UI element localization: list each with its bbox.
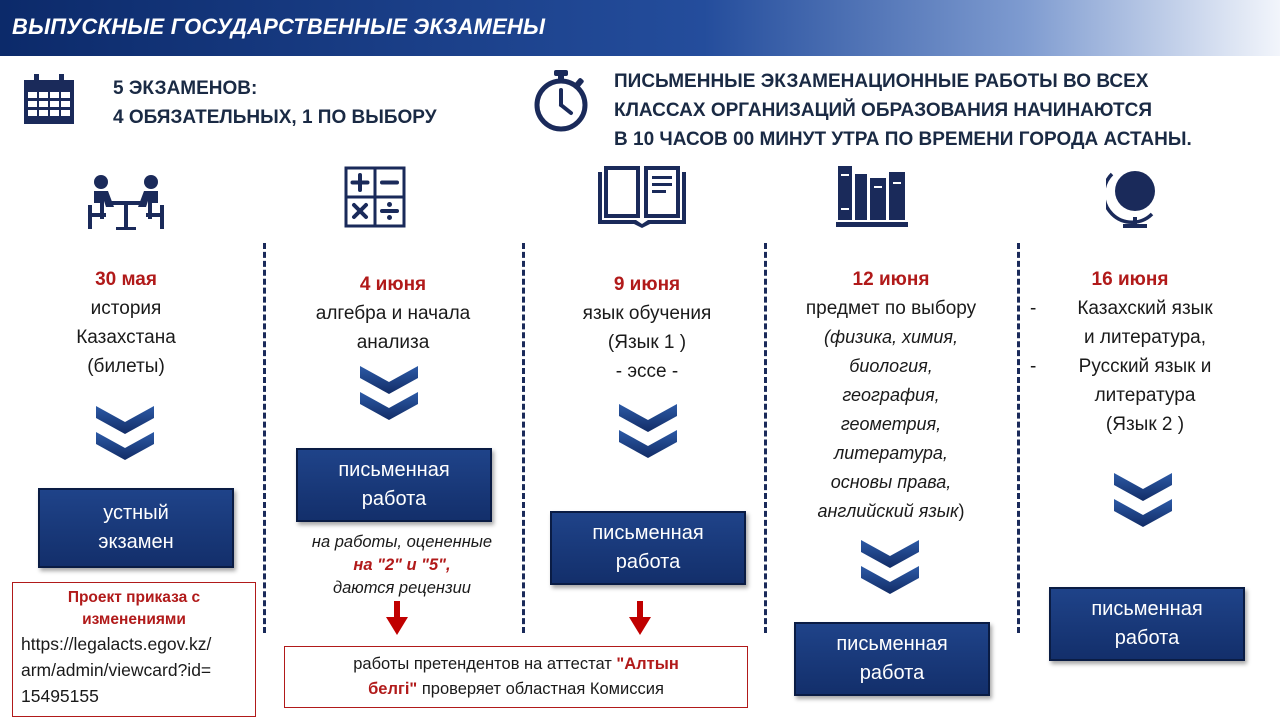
order-draft-box xyxy=(12,582,256,717)
list-dash: - xyxy=(1030,356,1037,377)
exam-format-label: работа xyxy=(615,551,681,573)
altyn-belgi-text: работы претендентов на аттестат xyxy=(353,655,617,673)
exam-subject-line: Казахстана xyxy=(76,327,176,348)
exam-format-box xyxy=(1049,587,1245,661)
order-draft-title: изменениями xyxy=(82,611,186,628)
exam-format-label: письменная xyxy=(836,633,948,655)
exam-format-label: работа xyxy=(1114,627,1180,649)
column-separator xyxy=(1017,243,1020,633)
start-time-line1: ПИСЬМЕННЫЕ ЭКЗАМЕНАЦИОННЫЕ РАБОТЫ ВО ВСЕХ xyxy=(614,71,1149,92)
order-draft-link-line[interactable]: https://legalacts.egov.kz/ xyxy=(21,634,212,654)
altyn-belgi-text: проверяет областная Комиссия xyxy=(417,680,664,698)
altyn-belgi-highlight: "Алтын xyxy=(616,655,679,673)
chevron-down-icon xyxy=(1112,466,1174,534)
exam-format-label: письменная xyxy=(592,522,704,544)
exam-subject-line: анализа xyxy=(356,332,430,353)
exam-format-box xyxy=(550,511,746,585)
column-separator xyxy=(263,243,266,633)
globe-icon xyxy=(1106,164,1164,230)
exam-column-2 xyxy=(278,270,508,357)
exam-column-4 xyxy=(776,265,1006,526)
exam-column-1 xyxy=(26,265,226,381)
exam-format-box xyxy=(38,488,234,568)
page-title: ВЫПУСКНЫЕ ГОСУДАРСТВЕННЫЕ ЭКЗАМЕНЫ xyxy=(12,14,546,39)
exam-subject-line: (билеты) xyxy=(87,356,165,377)
exam-count-line2: 4 ОБЯЗАТЕЛЬНЫХ, 1 ПО ВЫБОРУ xyxy=(113,107,437,128)
start-time-line2: КЛАССАХ ОРГАНИЗАЦИЙ ОБРАЗОВАНИЯ НАЧИНАЮТСЯ xyxy=(614,100,1152,121)
exam-table-people-icon xyxy=(86,173,166,231)
start-time-summary xyxy=(614,67,1192,154)
review-note-highlight: на "2" и "5", xyxy=(353,556,451,574)
calendar-icon xyxy=(22,72,76,126)
order-draft-link-line[interactable]: 15495155 xyxy=(21,686,99,706)
elective-subject: геометрия, xyxy=(840,414,942,434)
exam-format-label: письменная xyxy=(338,459,450,481)
review-note xyxy=(282,531,522,600)
exam-format-label: письменная xyxy=(1091,598,1203,620)
exam-date: 16 июня xyxy=(1091,269,1169,290)
exam-subject-line: Русский язык и xyxy=(1078,356,1212,377)
review-note-line: даются рецензии xyxy=(333,579,471,597)
exam-date: 4 июня xyxy=(359,274,427,295)
exam-date: 9 июня xyxy=(613,274,681,295)
exam-column-5 xyxy=(1030,265,1230,439)
exam-column-3 xyxy=(540,270,754,386)
column-separator xyxy=(522,243,525,633)
arrow-down-icon xyxy=(629,601,651,635)
exam-format-label: работа xyxy=(361,488,427,510)
books-icon xyxy=(836,164,908,228)
elective-subjects-list xyxy=(776,323,1006,526)
chevron-down-icon xyxy=(358,362,420,424)
exam-format-box xyxy=(296,448,492,522)
exam-subject-line: и литература, xyxy=(1084,327,1206,348)
exam-subject-line: язык обучения xyxy=(582,303,712,324)
elective-subject: литература, xyxy=(834,443,948,463)
exam-date: 30 мая xyxy=(95,269,157,290)
open-book-icon xyxy=(596,166,688,228)
chevron-down-icon xyxy=(94,402,156,464)
order-draft-title: Проект приказа с xyxy=(67,589,201,606)
exam-subject-line: Казахский язык xyxy=(1077,298,1213,319)
exam-subject-line: алгебра и начала xyxy=(315,303,471,324)
elective-subject: английский язык xyxy=(817,501,959,521)
exam-subject-line: предмет по выбору xyxy=(805,298,977,319)
exam-format-box xyxy=(794,622,990,696)
stopwatch-icon xyxy=(530,68,592,132)
calculator-icon xyxy=(344,166,406,228)
elective-list-close: ) xyxy=(958,501,965,521)
chevron-down-icon xyxy=(859,532,921,602)
elective-subject: география, xyxy=(842,385,940,405)
list-dash: - xyxy=(1030,298,1037,319)
start-time-line3: В 10 ЧАСОВ 00 МИНУТ УТРА ПО ВРЕМЕНИ ГОРОДА АСТАНЫ. xyxy=(614,129,1192,150)
exam-subject-line: литература xyxy=(1094,385,1196,406)
elective-subject: биология, xyxy=(849,356,933,376)
altyn-belgi-box xyxy=(284,646,748,708)
exam-count-summary xyxy=(113,74,437,132)
exam-subject-item xyxy=(1030,294,1230,352)
exam-count-line1: 5 ЭКЗАМЕНОВ: xyxy=(113,78,258,99)
exam-subject-line: (Язык 1 ) xyxy=(607,332,687,353)
exam-format-label: работа xyxy=(859,662,925,684)
arrow-down-icon xyxy=(386,601,408,635)
header-bar xyxy=(0,0,1280,56)
exam-format-label: экзамен xyxy=(98,531,174,553)
exam-format-label: устный xyxy=(103,502,169,524)
review-note-line: на работы, оцененные xyxy=(311,533,493,551)
elective-subject: (физика, химия, xyxy=(824,327,958,347)
exam-subject-line: (Язык 2 ) xyxy=(1105,414,1185,435)
order-draft-link[interactable] xyxy=(13,631,255,709)
elective-subject: основы права, xyxy=(830,472,952,492)
exam-subject-line: - эссе - xyxy=(615,361,679,382)
chevron-down-icon xyxy=(617,400,679,462)
exam-date: 12 июня xyxy=(852,269,930,290)
exam-subject-line: история xyxy=(90,298,162,319)
order-draft-link-line[interactable]: arm/admin/viewcard?id= xyxy=(21,660,212,680)
column-separator xyxy=(764,243,767,633)
exam-subject-item xyxy=(1030,352,1230,410)
altyn-belgi-highlight: белгі" xyxy=(368,680,418,698)
